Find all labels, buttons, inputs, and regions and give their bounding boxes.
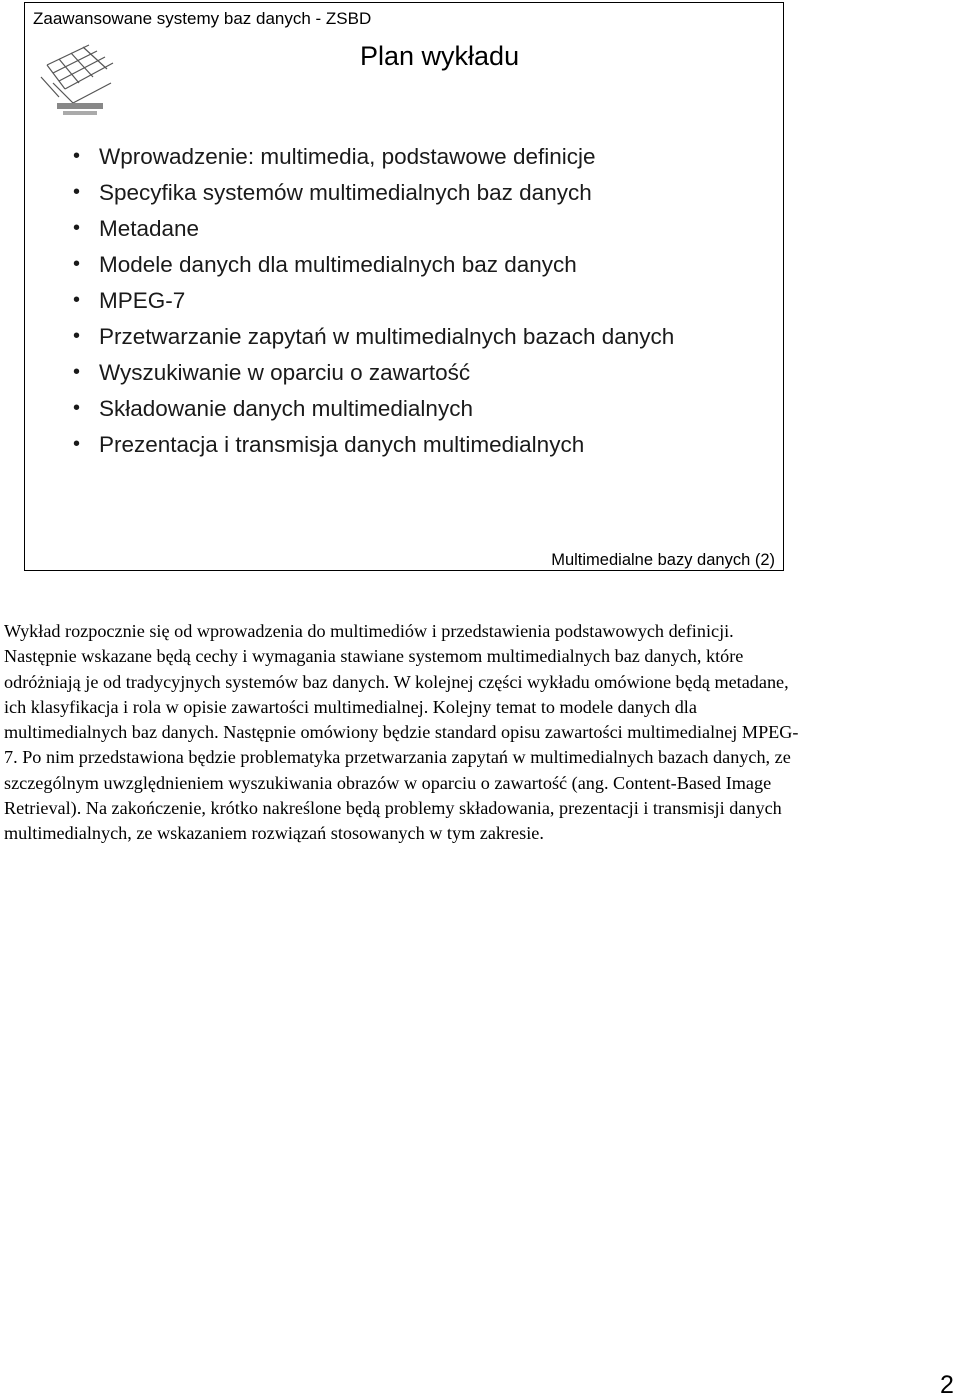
slide-header: Zaawansowane systemy baz danych - ZSBD bbox=[33, 9, 372, 28]
bullet-dot-icon: • bbox=[73, 145, 81, 167]
bullet-item: • Wyszukiwanie w oparciu o zawartość bbox=[99, 357, 739, 388]
bullet-item: • Składowanie danych multimedialnych bbox=[99, 393, 739, 424]
bullet-dot-icon: • bbox=[73, 361, 81, 383]
bullet-dot-icon: • bbox=[73, 433, 81, 455]
bullet-item: • Wprowadzenie: multimedia, podstawowe definicje bbox=[99, 141, 739, 172]
bullet-item: • Metadane bbox=[99, 213, 739, 244]
bullet-dot-icon: • bbox=[73, 397, 81, 419]
bullet-item: • Przetwarzanie zapytań w multimedialnych bazach danych bbox=[99, 321, 739, 352]
bullet-dot-icon: • bbox=[73, 181, 81, 203]
bullet-item: • Modele danych dla multimedialnych baz danych bbox=[99, 249, 739, 280]
bullet-dot-icon: • bbox=[73, 325, 81, 347]
bullet-item: • MPEG-7 bbox=[99, 285, 739, 316]
bullet-list bbox=[73, 141, 739, 465]
slide-footer: Multimedialne bazy danych (2) bbox=[551, 551, 775, 569]
slide-title: Plan wykładu bbox=[360, 41, 520, 71]
page-number: 2 bbox=[940, 1371, 954, 1399]
grid-logo-icon bbox=[39, 37, 123, 121]
bullet-item: • Specyfika systemów multimedialnych baz danych bbox=[99, 177, 739, 208]
bullet-dot-icon: • bbox=[73, 289, 81, 311]
bullet-dot-icon: • bbox=[73, 253, 81, 275]
bullet-dot-icon: • bbox=[73, 217, 81, 239]
slide-frame bbox=[24, 2, 784, 571]
bullet-item: • Prezentacja i transmisja danych multimedialnych bbox=[99, 429, 739, 460]
lecture-notes: Wykład rozpocznie się od wprowadzenia do multimediów i przedstawienia podstawowych definicji. Następnie wskazane będą cechy i wymagania stawiane systemom multimedialnych baz danych, które odróżniają je od tradycyjnych systemów baz danych. W kolejnej części wykładu omówione będą metadane, ich klasyfikacja i rola w opisie zawartości multimedialnej. Kolejny temat to modele danych dla multimedialnych baz danych. Następnie omówiony będzie standard opisu zawartości multimedialnej MPEG-7. Po nim przedstawiona będzie problematyka przetwarzania zapytań w multimedialnych bazach danych, ze szczególnym uwzględnieniem wyszukiwania obrazów w oparciu o zawartość (ang. Content-Based Image Retrieval). Na zakończenie, krótko nakreślone będą problemy składowania, prezentacji i transmisji danych multimedialnych, ze wskazaniem rozwiązań stosowanych w tym zakresie. bbox=[4, 621, 799, 844]
